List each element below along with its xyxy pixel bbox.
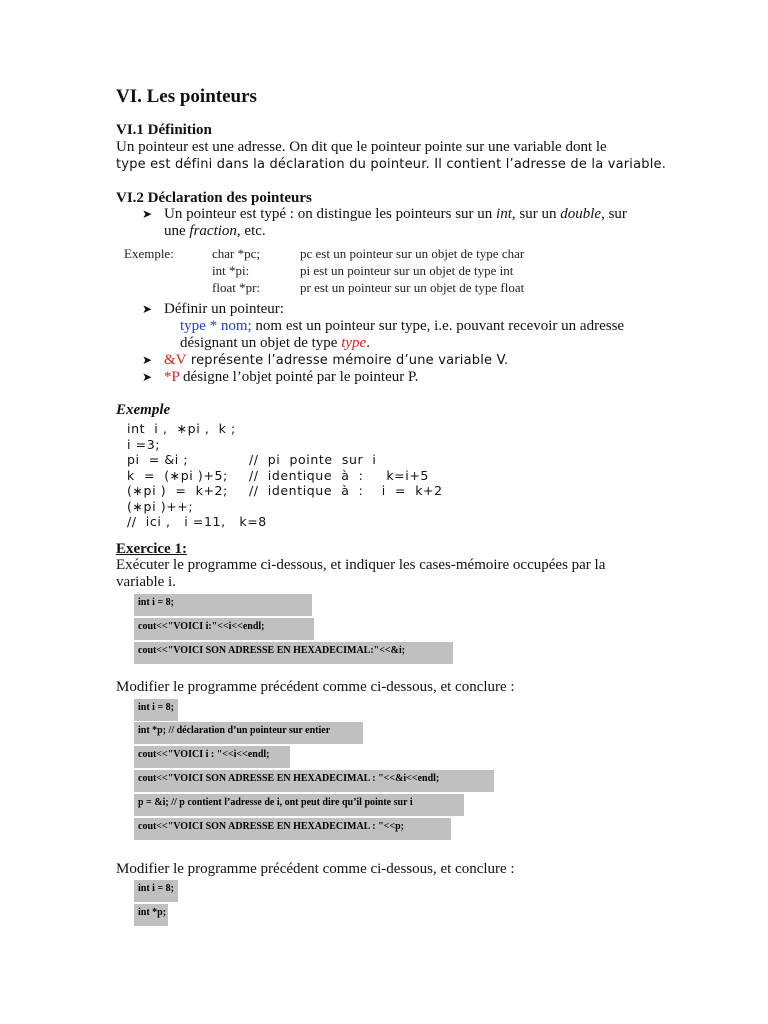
modify-instruction-1: Modifier le programme précédent comme ci-dessous, et conclure : — [116, 679, 515, 695]
code-block-line: p = &i; // p contient l’adresse de i, ont peut dire qu’il pointe sur i — [134, 794, 464, 816]
example-heading: Exemple — [116, 402, 171, 418]
document-page: VI. Les pointeurs VI.1 Définition Un pointeur est une adresse. On dit que le pointeur pointe sur une variable dont le type est défini dans la déclaration du pointeur. Il contient l’adresse de la variable. VI.2 Déclaration des pointeurs ➤ Un pointeur est typé : on distingue les pointeurs sur un int, sur un double, sur une fraction, etc. Exemple: char *pc; pc est un pointeur sur un objet de type char int *pi: pi est un pointeur sur un objet de type int float *pr: pr est un pointeur sur un objet de type float ➤ Définir un pointeur: type * nom; nom est un pointeur sur type, i.e. pouvant recevoir un adresse désignant un objet de type type. ➤ &V représente l’adresse mémoire d’une variable V. ➤ *P désigne l’objet pointé par le pointeur P. Exemple int i , ∗pi , k ; i =3; pi = &i ; // pi pointe sur i k = (∗pi )+5; // identique à : k=i+5 (∗pi ) = k+2; // identique à : i = k+2 (∗pi )++; // ici , i =11, k=8 Exercice 1: Exécuter le programme ci-dessous, et indiquer les cases-mémoire occupées par la variable i. int i = 8; cout<<"VOICI i:"<<i<<endl; cout<<"VOICI SON ADRESSE EN HEXADECIMAL:"<<&i; Modifier le programme précédent comme ci-dessous, et conclure : int i = 8; int *p; // déclaration d’un pointeur sur entier cout<<"VOICI i : "<<i<<endl; cout<<"VOICI SON ADRESSE EN HEXADECIMAL : "<<&i<<endl; p = &i; // p contient l’adresse de i, ont peut dire qu’il pointe sur i cout<<"VOICI SON ADRESSE EN HEXADECIMAL : "<<p; Modifier le programme précédent comme ci-dessous, et conclure : int i = 8; int *p; — [0, 0, 768, 1024]
code-block-line: int *p; // déclaration d’un pointeur sur entier — [134, 722, 363, 744]
arrow-bullet-icon: ➤ — [142, 370, 153, 384]
exercise-1-line-1: Exécuter le programme ci-dessous, et indiquer les cases-mémoire occupées par la — [116, 557, 606, 573]
arrow-bullet-icon: ➤ — [142, 207, 153, 221]
code-block-line: int i = 8; — [134, 594, 312, 616]
example-label: Exemple: — [124, 246, 174, 261]
subsection-definition-heading: VI.1 Définition — [116, 122, 212, 138]
definition-line-1: Un pointeur est une adresse. On dit que le pointeur pointe sur une variable dont le — [116, 139, 607, 155]
example-decl: int *pi: — [212, 263, 250, 278]
bullet-address-operator: ➤ &V représente l’adresse mémoire d’une variable V. — [142, 352, 509, 368]
exercise-1-line-2: variable i. — [116, 574, 176, 590]
example-desc: pi est un pointeur sur un objet de type int — [300, 263, 514, 278]
bullet-dereference-operator: ➤ *P désigne l’objet pointé par le pointeur P. — [142, 369, 419, 385]
code-block-line: int i = 8; — [134, 880, 178, 902]
code-block-line: cout<<"VOICI SON ADRESSE EN HEXADECIMAL : "<<&i<<endl; — [134, 770, 494, 792]
code-block-line: cout<<"VOICI SON ADRESSE EN HEXADECIMAL : "<<p; — [134, 818, 451, 840]
code-block-line: int *p; — [134, 904, 168, 926]
example-desc: pc est un pointeur sur un objet de type char — [300, 246, 525, 261]
example-decl: char *pc; — [212, 246, 261, 261]
code-block-line: cout<<"VOICI i : "<<i<<endl; — [134, 746, 290, 768]
definition-line-2: type est défini dans la déclaration du pointeur. Il contient l’adresse de la variable. — [116, 157, 667, 172]
modify-instruction-2: Modifier le programme précédent comme ci-dessous, et conclure : — [116, 861, 515, 877]
code-block-line: int i = 8; — [134, 699, 178, 721]
exercise-1-heading: Exercice 1: — [116, 541, 187, 557]
subsection-declaration-heading: VI.2 Déclaration des pointeurs — [116, 190, 312, 206]
arrow-bullet-icon: ➤ — [142, 353, 153, 367]
example-desc: pr est un pointeur sur un objet de type float — [300, 280, 525, 295]
define-pointer-syntax-cont: désignant un objet de type type. — [180, 335, 370, 351]
define-pointer-syntax: type * nom; nom est un pointeur sur type, i.e. pouvant recevoir un adresse — [180, 318, 625, 334]
arrow-bullet-icon: ➤ — [142, 302, 153, 316]
code-block-line: cout<<"VOICI i:"<<i<<endl; — [134, 618, 314, 640]
example-decl: float *pr: — [212, 280, 261, 295]
bullet-typed-pointer: ➤ Un pointeur est typé : on distingue les pointeurs sur un int, sur un double, sur — [142, 206, 627, 222]
section-title: VI. Les pointeurs — [116, 86, 257, 107]
bullet-typed-pointer-cont: une fraction, etc. — [164, 223, 266, 239]
code-block-line: cout<<"VOICI SON ADRESSE EN HEXADECIMAL:"<<&i; — [134, 642, 453, 664]
bullet-define-pointer: ➤ Définir un pointeur: — [142, 301, 284, 317]
